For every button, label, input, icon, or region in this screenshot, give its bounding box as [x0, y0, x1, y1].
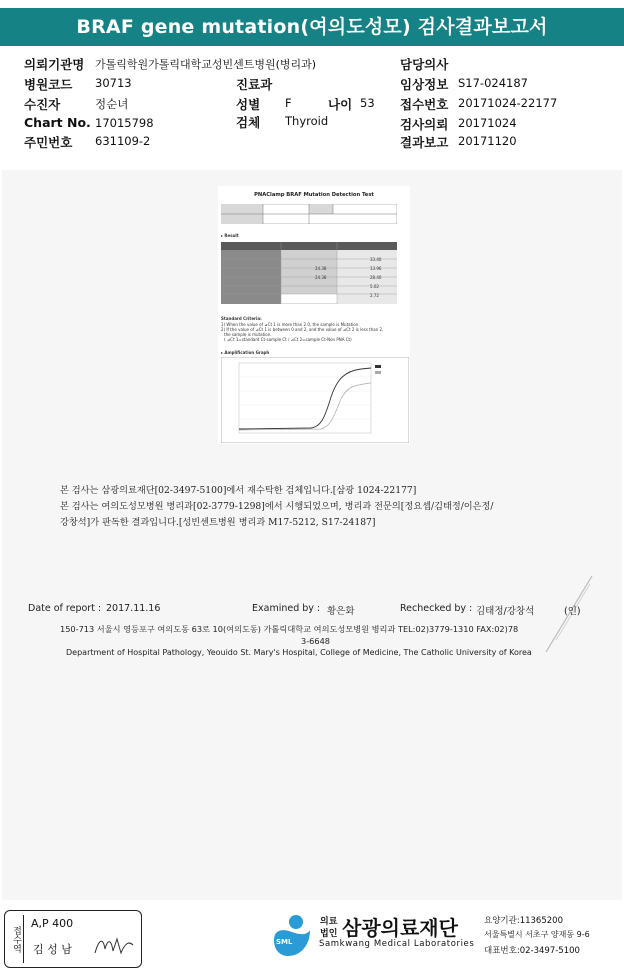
- report-title: BRAF gene mutation(여의도성모) 검사결과보고서: [0, 8, 624, 46]
- receiver-label: 수진자: [24, 97, 61, 112]
- stamp-code: A,P 400: [31, 917, 74, 930]
- table-value: 2.72: [370, 293, 379, 298]
- receipt-value: 20171024-22177: [458, 96, 558, 110]
- specimen-value: Thyroid: [285, 114, 329, 128]
- address-line: 3-6648: [301, 636, 331, 646]
- stamp-vertical-label: 접수역: [9, 915, 24, 963]
- specimen-label: 검체: [236, 115, 261, 130]
- receiver-value: 정순녀: [95, 97, 129, 111]
- examined-value: 황은화: [327, 606, 355, 617]
- stamp-signature: [91, 933, 135, 959]
- scan-title: PNAClamp BRAF Mutation Detection Test: [254, 192, 374, 198]
- org-prefix-bottom: 법인: [320, 929, 338, 939]
- table-value: 33.40: [370, 257, 382, 262]
- doctor-label: 담당의사: [400, 57, 449, 72]
- info-table: [221, 204, 397, 224]
- id-value: 631109-2: [95, 134, 151, 148]
- seal-mark: (인): [564, 606, 581, 617]
- sex-value: F: [285, 96, 292, 110]
- criteria-line: 1) When the value of ⊿Ct 1 is more than 2.0, the sample is Mutation.: [221, 322, 360, 327]
- remark-line: 강창석]가 판독한 결과입니다.[성빈센트병원 병리과 M17-5212, S17-24187]: [60, 517, 376, 528]
- org-prefix-top: 의료: [320, 917, 338, 927]
- logo-text: SML: [276, 938, 293, 946]
- criteria-heading: Standard Criteria:: [221, 316, 262, 321]
- remark-line: 본 검사는 삼광의료재단[02-3497-5100]에서 재수탁한 검체입니다.[삼광 1024-22177]: [60, 485, 417, 496]
- address-line: 150-713 서울시 영등포구 여의도동 63로 10(여의도동) 가톨릭대학교 여의도성모병원 병리과 TEL:02)3779-1310 FAX:02)78: [60, 624, 519, 634]
- org-name: 삼광의료재단: [342, 916, 458, 940]
- result-heading: ▸ Result: [221, 233, 239, 238]
- table-value: 24.38: [315, 275, 327, 280]
- report-date-label: 결과보고: [400, 135, 449, 150]
- report-date-value: 20171120: [458, 134, 517, 148]
- sml-logo-icon: [270, 914, 312, 956]
- request-date-label: 검사의뢰: [400, 117, 449, 132]
- id-label: 주민번호: [24, 135, 73, 150]
- embedded-report: [218, 186, 410, 444]
- stamp-name: 김 성 남: [33, 943, 72, 956]
- requester-value: 가톨릭학원가톨릭대학교성빈센트병원(병리과): [95, 58, 317, 71]
- criteria-line: ( ⊿Ct 1=standard Ct-sample Ct / ⊿Ct 2=sample Ct-Non PNA Ct): [224, 337, 352, 342]
- graph-heading: ▸ Amplification Graph: [221, 350, 270, 355]
- receipt-label: 접수번호: [400, 97, 449, 112]
- department-line: Department of Hospital Pathology, Yeouido St. Mary's Hospital, College of Medicine, The Catholic University of Korea: [66, 648, 532, 657]
- sex-label: 성별: [236, 97, 261, 112]
- dept-label: 진료과: [236, 77, 273, 92]
- criteria-line: the sample is mutation.: [224, 332, 272, 337]
- table-value: 13.96: [370, 266, 382, 271]
- receipt-stamp: [4, 910, 142, 968]
- table-value: 24.38: [315, 266, 327, 271]
- requester-label: 의뢰기관명: [24, 57, 85, 72]
- remark-line: 본 검사는 여의도성모병원 병리과[02-3779-1298]에서 시행되었으며, 병리과 전문의[정요셉/김태정/이은정/: [60, 501, 494, 512]
- clinical-label: 임상정보: [400, 77, 449, 92]
- amplification-graph: [221, 357, 409, 443]
- clinical-value: S17-024187: [458, 76, 528, 90]
- table-value: 28.40: [370, 275, 382, 280]
- table-value: 5.02: [370, 284, 379, 289]
- org-info: 대표번호:02-3497-5100: [484, 946, 580, 956]
- request-date-value: 20171024: [458, 116, 517, 130]
- rechecked-value: 김태정/강창석: [476, 606, 535, 617]
- examined-label: Examined by :: [252, 603, 321, 614]
- criteria-line: 2) If the value of ⊿Ct 1 is between 0 and 2, and the value of ⊿Ct 2 is less than 2,: [221, 327, 384, 332]
- rechecked-label: Rechecked by :: [400, 603, 473, 614]
- org-info: 요양기관:11365200: [484, 916, 563, 926]
- chart-label: Chart No.: [24, 115, 91, 130]
- org-info: 서울특별시 서초구 양재동 9-6: [484, 930, 590, 939]
- hospital-code-label: 병원코드: [24, 77, 73, 92]
- hospital-code-value: 30713: [95, 76, 132, 90]
- date-value: 2017.11.16: [106, 603, 161, 614]
- org-english: Samkwang Medical Laboratories: [319, 939, 475, 949]
- date-label: Date of report :: [28, 603, 102, 614]
- age-label: 나이: [328, 97, 353, 112]
- age-value: 53: [360, 96, 375, 110]
- chart-value: 17015798: [95, 116, 154, 130]
